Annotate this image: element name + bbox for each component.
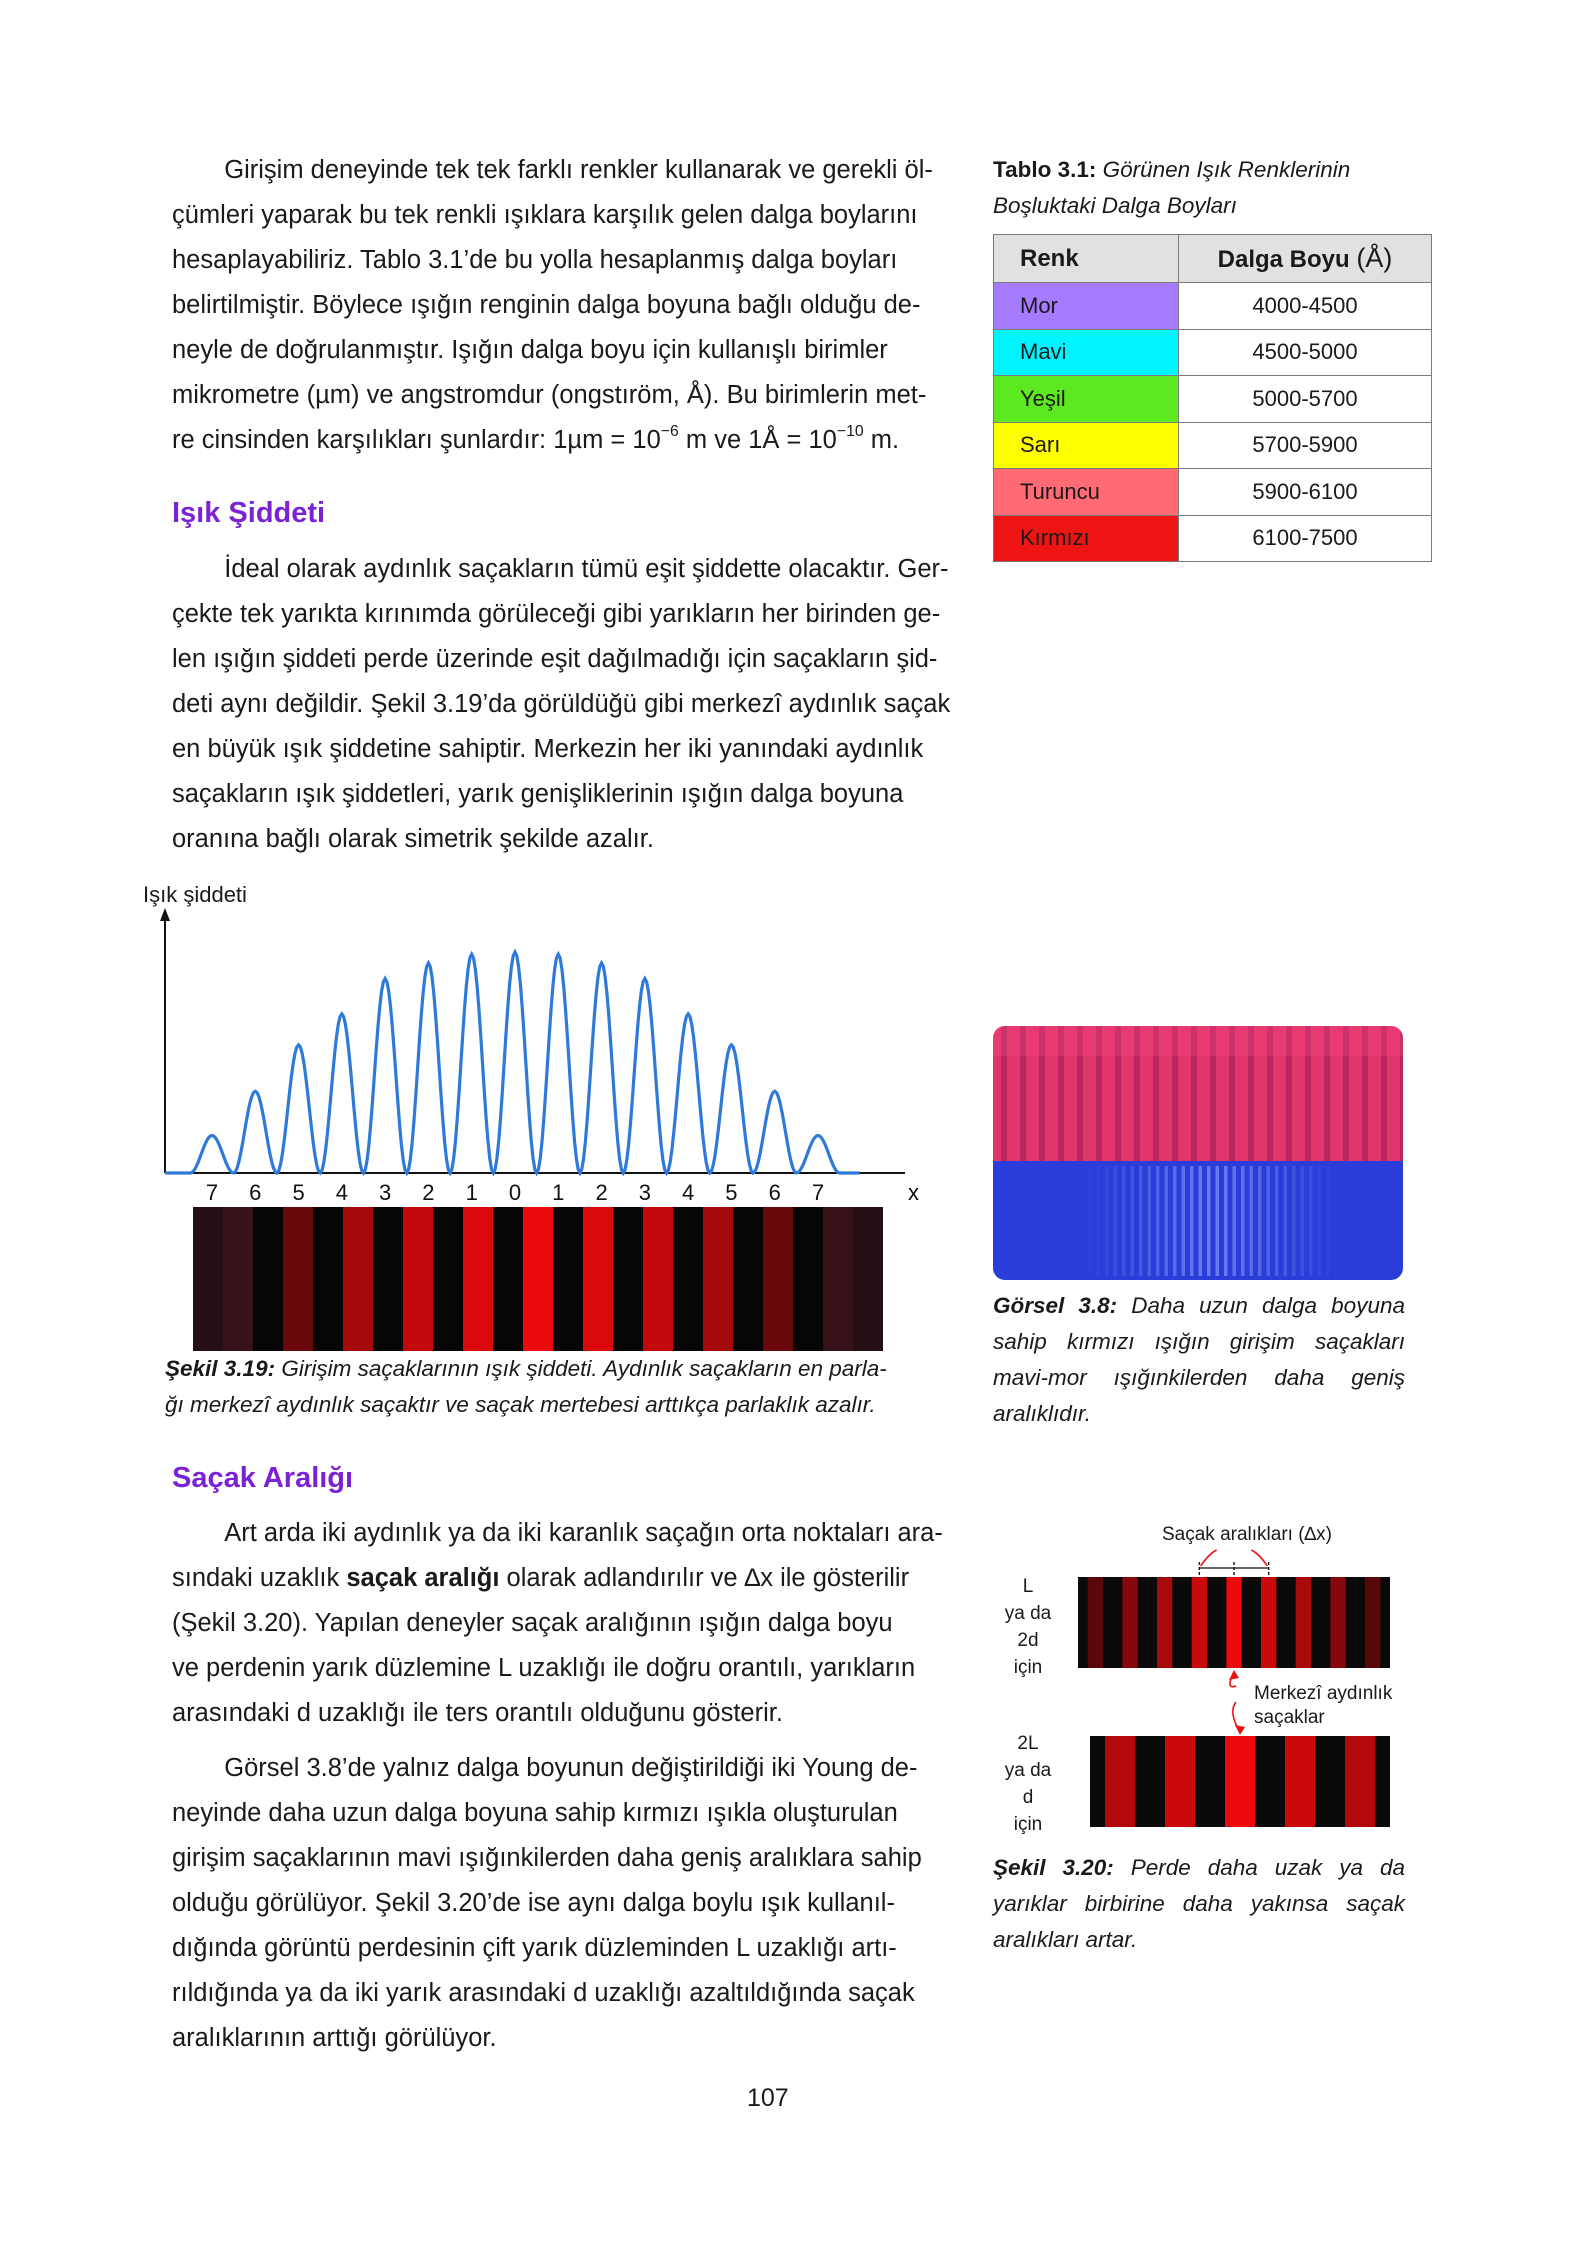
para1-line: belirtilmiştir. Böylece ışığın renginin dalga boyuna bağlı olduğu de-: [172, 291, 921, 319]
color-cell: Turuncu: [994, 469, 1179, 516]
fringe-band: [673, 1207, 704, 1351]
blue-bright-fringe: [1267, 1166, 1271, 1276]
blue-bright-fringe: [1224, 1166, 1228, 1276]
fringe-spacing-diagram: [1060, 1540, 1400, 1840]
order-label: 7: [811, 1180, 825, 1205]
para1-line: hesaplayabiliriz. Tablo 3.1’de bu yolla hesaplanmış dalga boyları: [172, 246, 898, 274]
para1-line: mikrometre (µm) ve angstromdur (ongstıröm, Å). Bu birimlerin met-: [172, 381, 927, 409]
table-row: [994, 422, 1432, 469]
y-axis-arrow: [160, 908, 170, 921]
fringe-band: [223, 1207, 254, 1351]
para2-line: İdeal olarak aydınlık saçakların tümü eşit şiddette olacaktır. Ger-: [224, 555, 949, 583]
bright-fringe: [1088, 1577, 1103, 1668]
bright-fringe: [1261, 1577, 1276, 1668]
para4-line: girişim saçaklarının mavi ışığınkilerden daha geniş aralıklara sahip: [172, 1844, 922, 1872]
fringe-band: [493, 1207, 524, 1351]
blue-bright-fringe: [1156, 1166, 1160, 1276]
table-row: [994, 329, 1432, 376]
header-wavelength: Dalga Boyu (Å): [1179, 235, 1432, 283]
blue-bright-fringe: [1122, 1166, 1126, 1276]
para4-line: dığında görüntü perdesinin çift yarık düzleminden L uzaklığı artı-: [172, 1934, 897, 1962]
bottom-strip-label: [997, 1730, 1059, 1838]
blue-bright-fringe: [1131, 1166, 1135, 1276]
gorsel38-caption: [993, 1288, 1405, 1432]
top-strip-label: [997, 1573, 1059, 1681]
color-cell: Mor: [994, 283, 1179, 330]
bright-fringe: [1157, 1577, 1172, 1668]
para3-line: ve perdenin yarık düzlemine L uzaklığı ile doğru orantılı, yarıkların: [172, 1654, 916, 1682]
color-cell: Mavi: [994, 329, 1179, 376]
bright-fringe: [1330, 1577, 1345, 1668]
blue-bright-fringe: [1216, 1166, 1220, 1276]
fringe-band: [373, 1207, 404, 1351]
caption-line: Şekil 3.19: Girişim saçaklarının ışık şiddeti. Aydınlık saçakların en parla-: [165, 1356, 887, 1381]
fringe-strip: [193, 1207, 883, 1351]
blue-bright-fringe: [1318, 1166, 1322, 1276]
order-label: 2: [422, 1180, 435, 1205]
order-label: 1: [465, 1180, 478, 1205]
fringe-band: [193, 1207, 224, 1351]
intensity-chart: [140, 905, 940, 1205]
fringe-band: [703, 1207, 734, 1351]
range-cell: 5000-5700: [1179, 376, 1432, 423]
blue-bright-fringe: [1250, 1166, 1254, 1276]
blue-bright-fringe: [1105, 1166, 1109, 1276]
fringe-band: [553, 1207, 584, 1351]
blue-bright-fringe: [1233, 1166, 1237, 1276]
fringe-band: [613, 1207, 644, 1351]
fringe-band: [823, 1207, 854, 1351]
range-cell: 5900-6100: [1179, 469, 1432, 516]
table-row: [994, 283, 1432, 330]
fringe-band: [643, 1207, 674, 1351]
photo-glow: [993, 1026, 1403, 1056]
fringe-band: [253, 1207, 284, 1351]
label-line: 2L: [1017, 1733, 1039, 1754]
bright-fringe: [1192, 1577, 1207, 1668]
fringe-photo: [993, 1026, 1403, 1280]
fringe-band: [853, 1207, 883, 1351]
blue-bright-fringe: [1148, 1166, 1152, 1276]
order-label: 6: [249, 1180, 262, 1205]
blue-bright-fringe: [1309, 1166, 1313, 1276]
caption-line: Şekil 3.20: Perde daha uzak ya da: [993, 1855, 1405, 1880]
para3-line: (Şekil 3.20). Yapılan deneyler saçak aralığının ışığın dalga boyu: [172, 1609, 893, 1637]
bright-fringe: [1225, 1736, 1255, 1827]
para4-line: aralıklarının arttığı görülüyor.: [172, 2024, 497, 2052]
blue-bright-fringe: [1114, 1166, 1118, 1276]
blue-bright-fringe: [1301, 1166, 1305, 1276]
blue-bright-fringe: [1284, 1166, 1288, 1276]
paragraph-light-intensity: [172, 547, 953, 862]
paragraph-young-experiment: [172, 1746, 953, 2061]
order-labels: [206, 1180, 824, 1205]
blue-bright-fringe: [1199, 1166, 1203, 1276]
spacing-arrow: [1251, 1550, 1267, 1566]
arrow-head: [1235, 1725, 1245, 1735]
caption-line: sahip kırmızı ışığın girişim saçakları: [993, 1329, 1405, 1354]
blue-bright-fringe: [1207, 1166, 1211, 1276]
blue-bright-fringe: [1326, 1166, 1330, 1276]
label-line: ya da: [1004, 1603, 1052, 1624]
para2-line: saçakların ışık şiddetleri, yarık genişliklerinin ışığın dalga boyuna: [172, 780, 904, 808]
para3-line: arasındaki d uzaklığı ile ters orantılı olduğunu gösterir.: [172, 1699, 783, 1727]
header-color: Renk: [994, 235, 1179, 283]
fringe-band: [583, 1207, 614, 1351]
para2-line: len ışığın şiddeti perde üzerinde eşit dağılmadığı için saçakların şid-: [172, 645, 938, 673]
label-line: saçaklar: [1254, 1707, 1325, 1728]
fringe-band: [433, 1207, 464, 1351]
blue-bright-fringe: [1335, 1166, 1339, 1276]
color-cell: Sarı: [994, 422, 1179, 469]
spacing-arrow: [1201, 1550, 1217, 1566]
blue-bright-fringe: [1292, 1166, 1296, 1276]
para1-line: Girişim deneyinde tek tek farklı renkler kullanarak ve gerekli öl-: [224, 156, 933, 184]
page-number: 107: [747, 2084, 789, 2112]
fringe-band: [763, 1207, 794, 1351]
para2-line: deti aynı değildir. Şekil 3.19’da görüldüğü gibi merkezî aydınlık saçak: [172, 690, 951, 718]
order-label: 2: [595, 1180, 608, 1205]
caption-line: yarıklar birbirine daha yakınsa saçak: [993, 1891, 1405, 1916]
fringe-strip-bottom: [1090, 1736, 1390, 1827]
table31-caption: [993, 152, 1413, 224]
fig319-ylabel: Işık şiddeti: [143, 882, 247, 907]
label-line: için: [1013, 1657, 1043, 1678]
label-line: ya da: [1004, 1760, 1052, 1781]
fig319-caption: [165, 1351, 955, 1423]
range-cell: 4500-5000: [1179, 329, 1432, 376]
label-line: d: [1022, 1787, 1034, 1808]
caption-line: mavi-mor ışığınkilerden daha geniş: [993, 1365, 1405, 1390]
fringe-strip-top: [1078, 1577, 1390, 1668]
color-cell: Yeşil: [994, 376, 1179, 423]
para3-line: sındaki uzaklık saçak aralığı olarak adlandırılır ve ∆x ile gösterilir: [172, 1564, 910, 1592]
blue-bright-fringe: [1190, 1166, 1194, 1276]
para4-line: Görsel 3.8’de yalnız dalga boyunun değiştirildiği iki Young de-: [224, 1754, 918, 1782]
spacing-label: Saçak aralıkları (∆x): [1162, 1524, 1332, 1545]
arrow-head: [1229, 1670, 1239, 1680]
bright-fringe: [1105, 1736, 1135, 1827]
bright-fringe: [1345, 1736, 1375, 1827]
caption-line: aralıkları artar.: [993, 1927, 1138, 1952]
order-label: 0: [508, 1180, 522, 1205]
blue-bright-fringe: [1241, 1166, 1245, 1276]
blue-bright-fringe: [1258, 1166, 1262, 1276]
bright-fringe: [1122, 1577, 1137, 1668]
paragraph-interference-colors: [172, 148, 953, 463]
table-row: [994, 376, 1432, 423]
table-row: [994, 515, 1432, 562]
fringe-band: [793, 1207, 824, 1351]
fringe-band: [463, 1207, 494, 1351]
photo-content: [993, 1026, 1403, 1280]
para2-line: çekte tek yarıkta kırınımda görüleceği gibi yarıkların her birinden ge-: [172, 600, 941, 628]
bright-fringe: [1226, 1577, 1241, 1668]
bright-fringe: [1365, 1577, 1380, 1668]
para4-line: olduğu görülüyor. Şekil 3.20’de ise aynı dalga boylu ışık kullanıl-: [172, 1889, 895, 1917]
blue-bright-fringe: [1088, 1166, 1092, 1276]
para1-line: neyle de doğrulanmıştır. Işığın dalga boyu için kullanışlı birimler: [172, 336, 888, 364]
label-line: L: [1022, 1576, 1034, 1597]
blue-bright-fringe: [1097, 1166, 1101, 1276]
para4-line: rıldığında ya da iki yarık arasındaki d uzaklığı azaltıldığında saçak: [172, 1979, 915, 2007]
fringe-band: [403, 1207, 434, 1351]
fringe-band: [283, 1207, 314, 1351]
bright-fringe: [1165, 1736, 1195, 1827]
blue-bright-fringe: [1275, 1166, 1279, 1276]
para1-last-line: re cinsinden karşılıkları şunlardır: $1\mu m = 10^{-6}$ m ve 1Å = $10^{-10}$ m.: [172, 423, 900, 454]
para2-line: en büyük ışık şiddetine sahiptir. Merkezin her iki yanındaki aydınlık: [172, 735, 924, 763]
order-label: 5: [292, 1180, 305, 1205]
caption-line: Boşluktaki Dalga Boyları: [993, 193, 1237, 218]
blue-bright-fringe: [1165, 1166, 1169, 1276]
blue-bright-fringe: [1139, 1166, 1143, 1276]
range-cell: 4000-4500: [1179, 283, 1432, 330]
blue-bright-fringe: [1182, 1166, 1186, 1276]
table-header-row: [994, 235, 1432, 283]
caption-line: Tablo 3.1: Görünen Işık Renklerinin: [993, 157, 1351, 182]
range-cell: 5700-5900: [1179, 422, 1432, 469]
fringe-band: [733, 1207, 764, 1351]
chart-axes: [160, 908, 905, 1173]
order-label: 3: [638, 1180, 652, 1205]
heading-fringe-spacing: Saçak Aralığı: [172, 1462, 354, 1494]
wavelength-table: [993, 234, 1432, 562]
para2-line: oranına bağlı olarak simetrik şekilde azalır.: [172, 825, 654, 853]
fig320-caption: [993, 1850, 1405, 1958]
order-label: 7: [205, 1180, 219, 1205]
paragraph-fringe-spacing: [172, 1511, 953, 1736]
intensity-curve: [165, 952, 860, 1173]
bright-fringe: [1296, 1577, 1311, 1668]
order-label: 3: [378, 1180, 392, 1205]
fringe-band: [523, 1207, 554, 1351]
caption-line: aralıklıdır.: [993, 1401, 1091, 1426]
label-line: 2d: [1017, 1630, 1039, 1651]
order-label: 4: [681, 1180, 695, 1205]
blue-bright-fringe: [1173, 1166, 1177, 1276]
label-line: Merkezî aydınlık: [1254, 1683, 1393, 1704]
fringe-band: [313, 1207, 344, 1351]
range-cell: 6100-7500: [1179, 515, 1432, 562]
x-axis-label: x: [908, 1180, 919, 1205]
caption-line: ğı merkezî aydınlık saçaktır ve saçak mertebesi arttıkça parlaklık azalır.: [165, 1392, 876, 1417]
label-line: için: [1013, 1814, 1043, 1835]
order-label: 5: [725, 1180, 738, 1205]
para1-line: çümleri yaparak bu tek renkli ışıklara karşılık gelen dalga boylarını: [172, 201, 918, 229]
fringe-band: [343, 1207, 374, 1351]
order-label: 4: [335, 1180, 349, 1205]
para3-line: Art arda iki aydınlık ya da iki karanlık saçağın orta noktaları ara-: [224, 1519, 943, 1547]
heading-light-intensity: Işık Şiddeti: [172, 497, 326, 529]
bright-fringe: [1285, 1736, 1315, 1827]
order-label: 1: [552, 1180, 565, 1205]
caption-line: Görsel 3.8: Daha uzun dalga boyuna: [993, 1293, 1405, 1318]
table-row: [994, 469, 1432, 516]
order-label: 6: [768, 1180, 781, 1205]
para4-line: neyinde daha uzun dalga boyuna sahip kırmızı ışıkla oluşturulan: [172, 1799, 898, 1827]
color-cell: Kırmızı: [994, 515, 1179, 562]
blue-light-region: [993, 1161, 1403, 1280]
